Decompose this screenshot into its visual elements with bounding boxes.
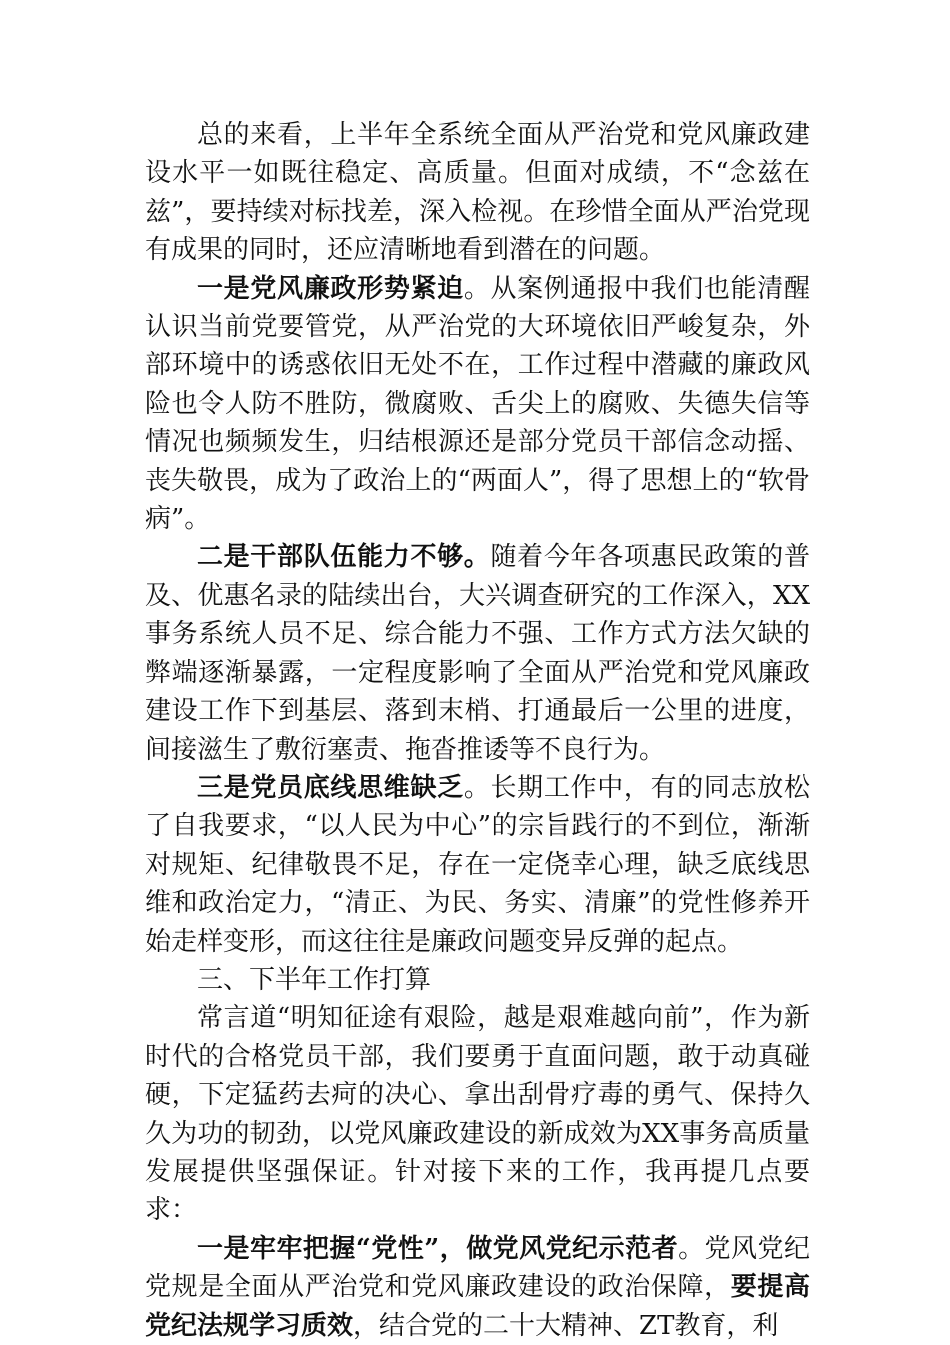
paragraph-issue-1 [145,270,810,539]
paragraph-text: 随着今年各项惠民政策的普及、优惠名录的陆续出台，大兴调查研究的工作深入，XX事务系统人员不足、综合能力不强、工作方式方法欠缺的弊端逐渐暴露，一定程度影响了全面从严治党和党风廉政建设工作下到基层、落到末梢、打通最后一公里的进度，间接滋生了敷衍塞责、拖沓推诿等不良行为。 [145,542,810,765]
paragraph-plan-1 [145,1230,810,1345]
paragraph-lead-bold: 三是党员底线思维缺乏 [197,772,464,803]
section-heading-text: 三、下半年工作打算 [197,964,432,995]
paragraph-text: 。从案例通报中我们也能清醒认识当前党要管党，从严治党的大环境依旧严峻复杂，外部环境中的诱惑依旧无处不在，工作过程中潜藏的廉政风险也令人防不胜防，微腐败、舌尖上的腐败、失德失信等情况也频频发生，归结根源还是部分党员干部信念动摇、丧失敬畏，成为了政治上的“两面人”，得了思想上的“软骨病”。 [145,273,810,535]
paragraph-inline-bold: 要提高党纪法规学习质效 [145,1272,810,1341]
paragraph-text: ，结合党的二十大精神、ZT教育，利 [353,1310,779,1341]
paragraph-lead-bold: 二是干部队伍能力不够。 [197,542,491,573]
paragraph-issue-3 [145,769,810,961]
paragraph-text: 。长期工作中，有的同志放松了自我要求，“以人民为中心”的宗旨践行的不到位，渐渐对规矩、纪律敬畏不足，存在一定侥幸心理，缺乏底线思维和政治定力，“清正、为民、务实、清廉”的党性修养开始走样变形，而这往往是廉政问题变异反弹的起点。 [145,772,810,957]
document-body [145,116,810,1345]
paragraph-issue-2 [145,538,810,768]
paragraph-plan-intro [145,999,810,1229]
section-heading [145,961,810,999]
paragraph-lead-bold: 一是牢牢把握“党性”，做党风党纪示范者 [197,1233,679,1264]
paragraph-text: 常言道“明知征途有艰险，越是艰难越向前”，作为新时代的合格党员干部，我们要勇于直面问题，敢于动真碰硬，下定猛药去疴的决心、拿出刮骨疗毒的勇气、保持久久为功的韧劲，以党风廉政建设的新成效为XX事务高质量发展提供坚强保证。针对接下来的工作，我再提几点要求： [145,1003,810,1226]
paragraph-lead-bold: 一是党风廉政形势紧迫 [197,273,464,304]
paragraph-summary [145,116,810,270]
paragraph-text: 。党风党纪党规是全面从严治党和党风廉政建设的政治保障， [145,1233,810,1303]
paragraph-text: 总的来看，上半年全系统全面从严治党和党风廉政建设水平一如既往稳定、高质量。但面对成绩，不“念兹在兹”，要持续对标找差，深入检视。在珍惜全面从严治党现有成果的同时，还应清晰地看到潜在的问题。 [145,120,810,266]
